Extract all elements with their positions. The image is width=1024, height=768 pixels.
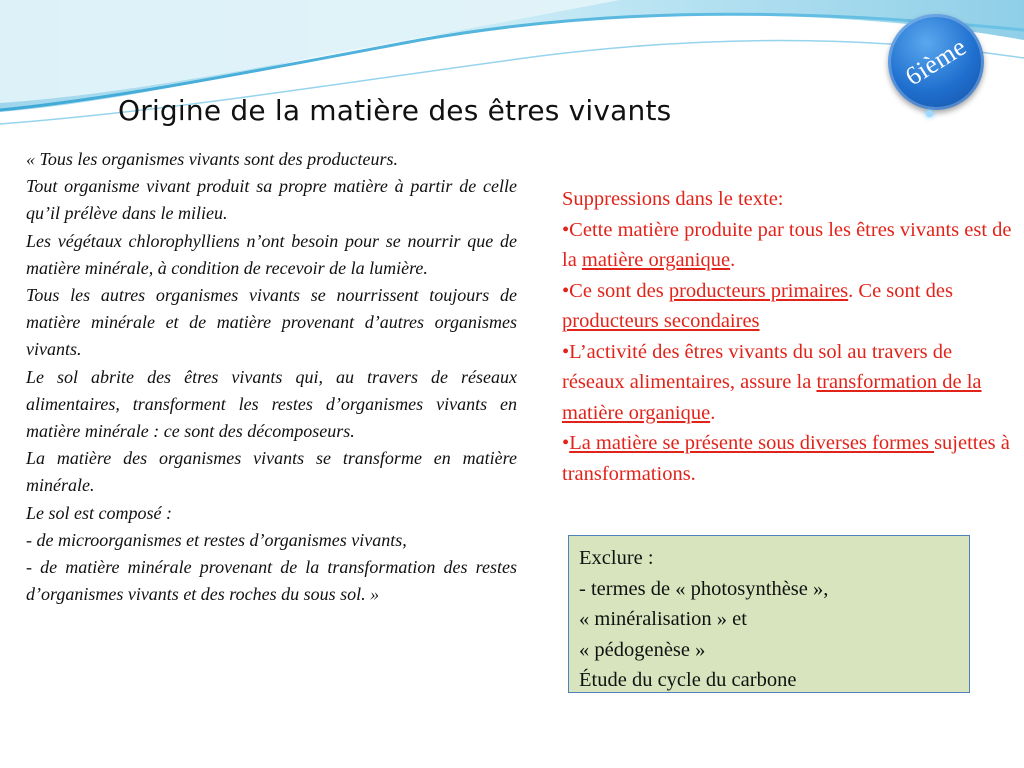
suppression-item [562,276,1014,337]
suppression-item [562,215,1014,276]
grade-badge [888,14,984,110]
quote-paragraph: - de matière minérale provenant de la transformation des restes d’organismes vivants et des roches du sous sol. » [26,557,517,605]
quote-paragraph: « Tous les organismes vivants sont des producteurs. [26,149,399,169]
item-text: •Ce sont des [562,279,669,302]
quote-paragraph: Le sol abrite des êtres vivants qui, au travers de réseaux alimentaires, transforment les restes d’organismes vivants en matière minérale : ce sont des décomposeurs. [26,366,517,442]
quote-paragraph: Les végétaux chlorophylliens n’ont besoin pour se nourrir que de matière minérale, à condition de recevoir de la lumière. [26,230,517,278]
item-text: . [730,249,736,271]
suppressions-heading: Suppressions dans le texte: [562,188,784,210]
quote-text [26,146,517,608]
quote-paragraph: Le sol est composé : [26,502,172,523]
underlined-term: La matière se présente sous diverses formes [569,432,935,454]
suppression-item [562,428,1014,489]
item-text: •L’activité des êtres vivants du sol au travers de réseaux alimentaires, assure la [562,340,953,393]
quote-paragraph: Tous les autres organismes vivants se nourrissent toujours de matière minérale et de matière provenant d’autres organismes vivants. [26,285,517,360]
quote-paragraph: - de microorganismes et restes d’organismes vivants, [26,529,407,550]
exclude-line: « minéralisation » et [579,608,747,631]
item-text: . Ce sont des [848,279,953,302]
underlined-term: producteurs secondaires [562,310,760,332]
badge-glow-dot [926,110,933,117]
exclude-line: Exclure : [579,547,654,569]
quote-paragraph: La matière des organismes vivants se transforme en matière minérale. [26,448,517,496]
underlined-term: transformation de la matière organique [562,371,982,424]
exclude-box [568,535,970,693]
item-text: . [710,401,716,424]
suppression-item [562,337,1014,429]
suppressions-notes [562,184,1014,489]
exclude-line: Étude du cycle du carbone [579,669,797,692]
quote-paragraph: Tout organisme vivant produit sa propre matière à partir de celle qu’il prélève dans le milieu. [26,176,517,224]
underlined-term: matière organique [581,249,731,271]
item-text: • [562,432,570,454]
exclude-line: « pédogenèse » [579,638,706,661]
page-title: Origine de la matière des êtres vivants [118,94,672,127]
item-text: •Cette matière produite par tous les êtres vivants est de la [562,218,1012,271]
underlined-term: producteurs primaires [668,279,849,302]
exclude-line: - termes de « photosynthèse », [579,577,829,600]
grade-badge-label: 6ième [900,31,972,92]
item-text: sujettes à transformations. [562,432,1010,485]
